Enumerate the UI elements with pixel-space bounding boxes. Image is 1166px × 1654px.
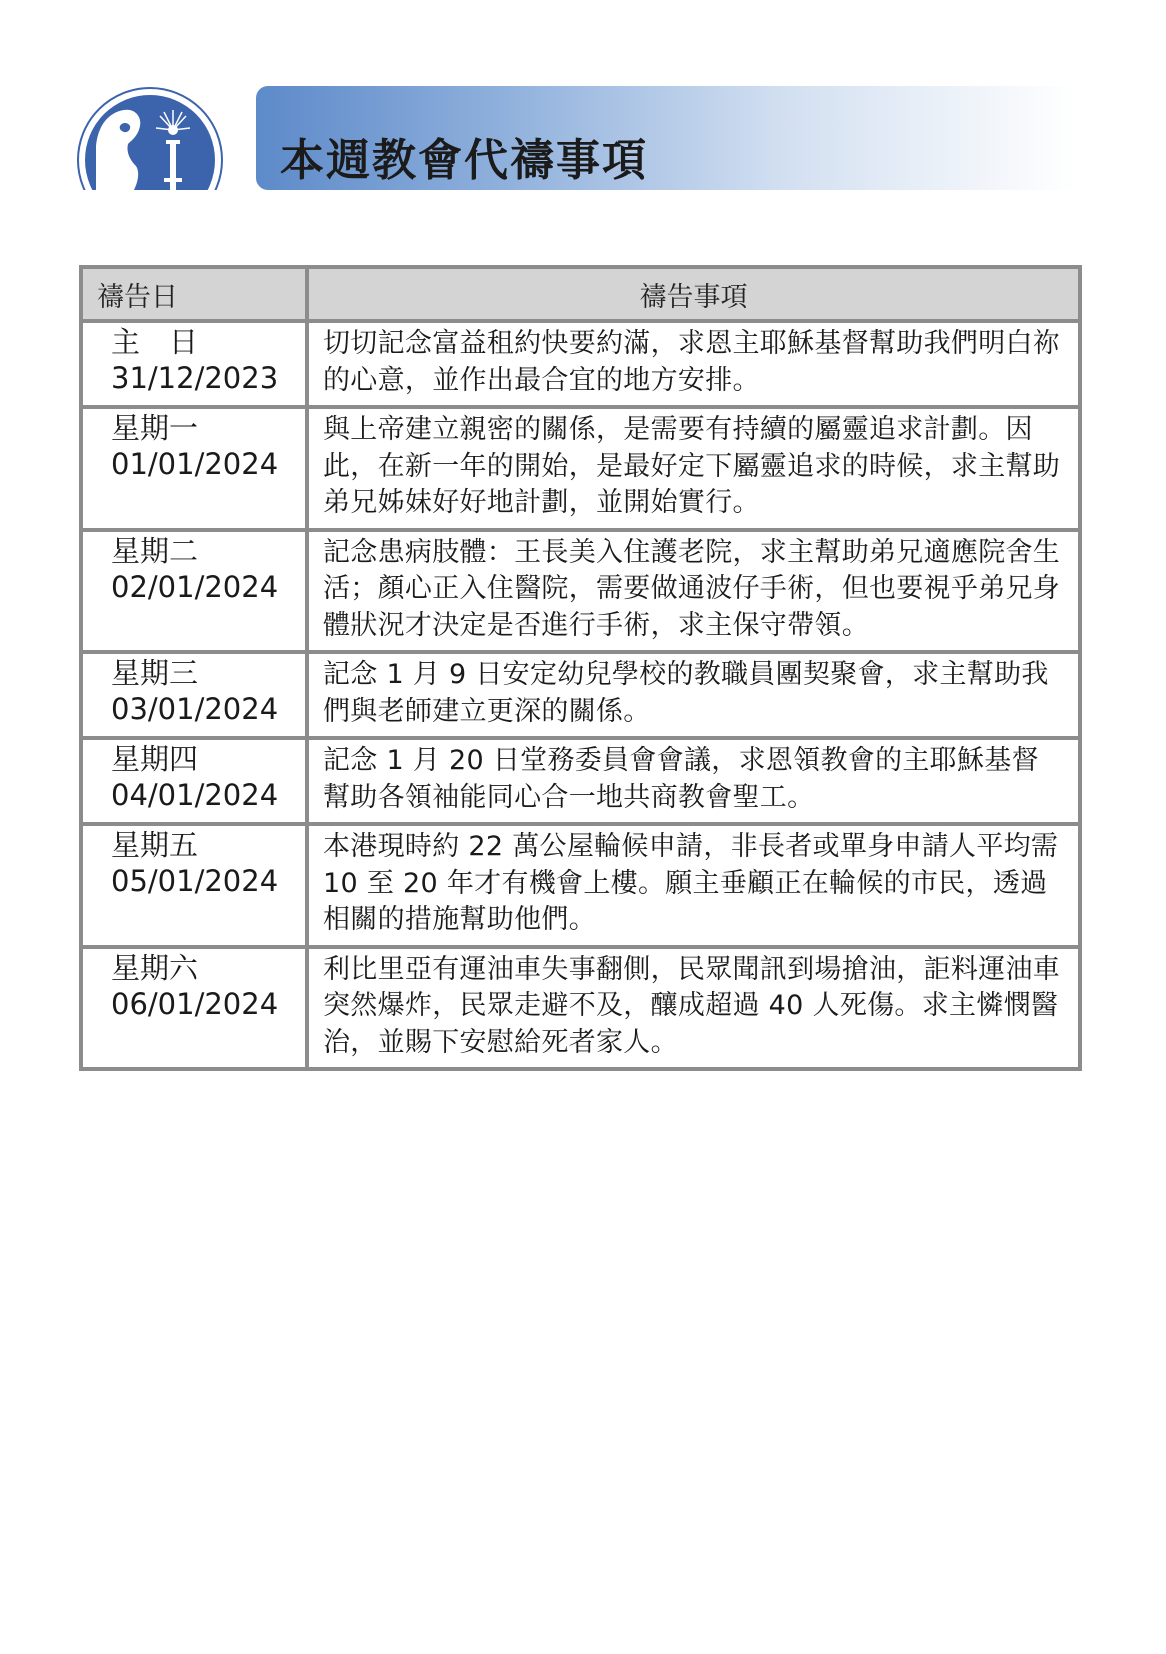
prayer-date-cell [81, 407, 307, 530]
table-row [81, 947, 1080, 1070]
church-logo-icon [76, 86, 224, 190]
date-value: 04/01/2024 [111, 778, 279, 812]
table-row [81, 652, 1080, 738]
page-title: 本週教會代禱事項 [280, 135, 648, 186]
day-label: 主 日 [111, 325, 199, 359]
date-value: 01/01/2024 [111, 447, 279, 481]
table-row [81, 530, 1080, 653]
prayer-date-cell [81, 824, 307, 947]
table-row [81, 738, 1080, 824]
prayer-item-cell: 本港現時約 22 萬公屋輪候申請，非長者或單身申請人平均需 10 至 20 年才有機會上樓。願主垂顧正在輪候的市民，透過相關的措施幫助他們。 [307, 824, 1080, 947]
prayer-date-cell [81, 321, 307, 407]
table-header-row [81, 267, 1080, 321]
prayer-item-cell: 與上帝建立親密的關係，是需要有持續的屬靈追求計劃。因此，在新一年的開始，是最好定下屬靈追求的時候，求主幫助弟兄姊妹好好地計劃，並開始實行。 [307, 407, 1080, 530]
prayer-date-cell [81, 947, 307, 1070]
day-label: 星期三 [111, 656, 199, 690]
page-header [0, 0, 1166, 200]
prayer-date-cell [81, 738, 307, 824]
day-label: 星期二 [111, 533, 199, 568]
table-row [81, 407, 1080, 530]
prayer-date-cell [81, 652, 307, 738]
church-logo-svg [76, 86, 224, 190]
prayer-item-cell: 切切記念富益租約快要約滿，求恩主耶穌基督幫助我們明白祢的心意，並作出最合宜的地方安排。 [307, 321, 1080, 407]
date-value: 03/01/2024 [111, 692, 279, 726]
table-row [81, 321, 1080, 407]
date-value: 06/01/2024 [111, 986, 279, 1021]
prayer-item-cell: 記念患病肢體：王長美入住護老院，求主幫助弟兄適應院舍生活；顏心正入住醫院，需要做通波仔手術，但也要視乎弟兄身體狀況才決定是否進行手術，求主保守帶領。 [307, 530, 1080, 653]
day-label: 星期六 [111, 950, 199, 985]
table-row [81, 824, 1080, 947]
prayer-item-cell: 記念 1 月 9 日安定幼兒學校的教職員團契聚會，求主幫助我們與老師建立更深的關係。 [307, 652, 1080, 738]
column-header-item: 禱告事項 [307, 267, 1080, 321]
day-label: 星期一 [111, 411, 199, 445]
date-value: 05/01/2024 [111, 864, 279, 898]
prayer-table [79, 265, 1082, 1071]
prayer-item-cell: 利比里亞有運油車失事翻側，民眾聞訊到場搶油，詎料運油車突然爆炸，民眾走避不及，釀成超過 40 人死傷。求主憐憫醫治，並賜下安慰給死者家人。 [307, 947, 1080, 1070]
prayer-item-cell: 記念 1 月 20 日堂務委員會會議，求恩領教會的主耶穌基督幫助各領袖能同心合一地共商教會聖工。 [307, 738, 1080, 824]
date-value: 02/01/2024 [111, 569, 279, 604]
day-label: 星期四 [111, 742, 199, 776]
day-label: 星期五 [111, 828, 199, 862]
prayer-date-cell [81, 530, 307, 653]
column-header-date: 禱告日 [81, 267, 307, 321]
date-value: 31/12/2023 [111, 361, 279, 395]
